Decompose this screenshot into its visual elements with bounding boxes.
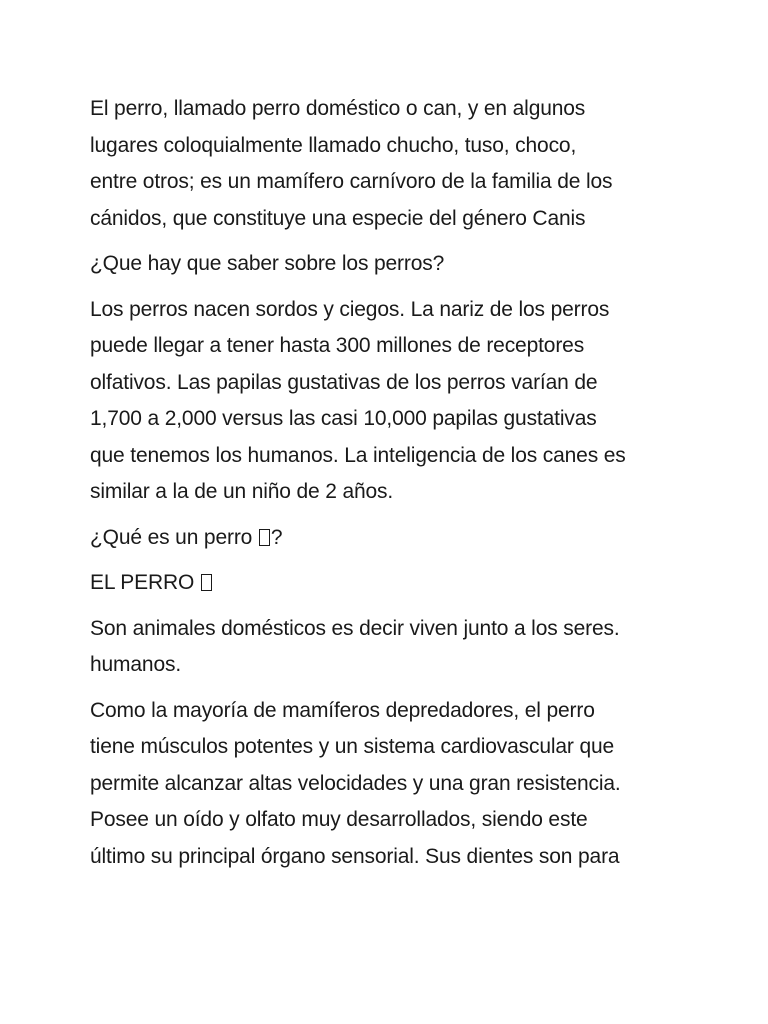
question-heading: ¿Que hay que saber sobre los perros? [90, 252, 445, 275]
missing-glyph-icon [201, 574, 212, 591]
document-body [90, 91, 690, 884]
paragraph-domestic: Son animales domésticos es decir viven junto a los seres. humanos. [90, 616, 620, 676]
section-title [90, 565, 690, 602]
question-text: ¿Qué es un perro [90, 525, 258, 549]
question-mark: ? [270, 525, 283, 549]
section-title-text: EL PERRO [90, 571, 200, 594]
question-what-is-dog [90, 520, 690, 557]
paragraph-anatomy: Como la mayoría de mamíferos depredadores, el perro tiene músculos potentes y un sistema cardiovascular que permite alcanzar altas velocidades y una gran resistencia. Posee un oído y olfato muy desarrollados, siendo este último su principal órgano sensorial. Sus dientes son para [90, 698, 621, 868]
paragraph-definition: El perro, llamado perro doméstico o can, y en algunos lugares coloquialmente llamado chucho, tuso, choco, entre otros; es un mamífero carnívoro de la familia de los cánidos, que constituye una especie del género Canis [90, 97, 613, 230]
paragraph-facts: Los perros nacen sordos y ciegos. La nariz de los perros puede llegar a tener hasta 300 millones de receptores olfativos. Las papilas gustativas de los perros varían de 1,700 a 2,000 versus las casi 10,000 papilas gustativas que tenemos los humanos. La inteligencia de los canes es similar a la de un niño de 2 años. [90, 297, 626, 503]
missing-glyph-icon [259, 529, 270, 546]
